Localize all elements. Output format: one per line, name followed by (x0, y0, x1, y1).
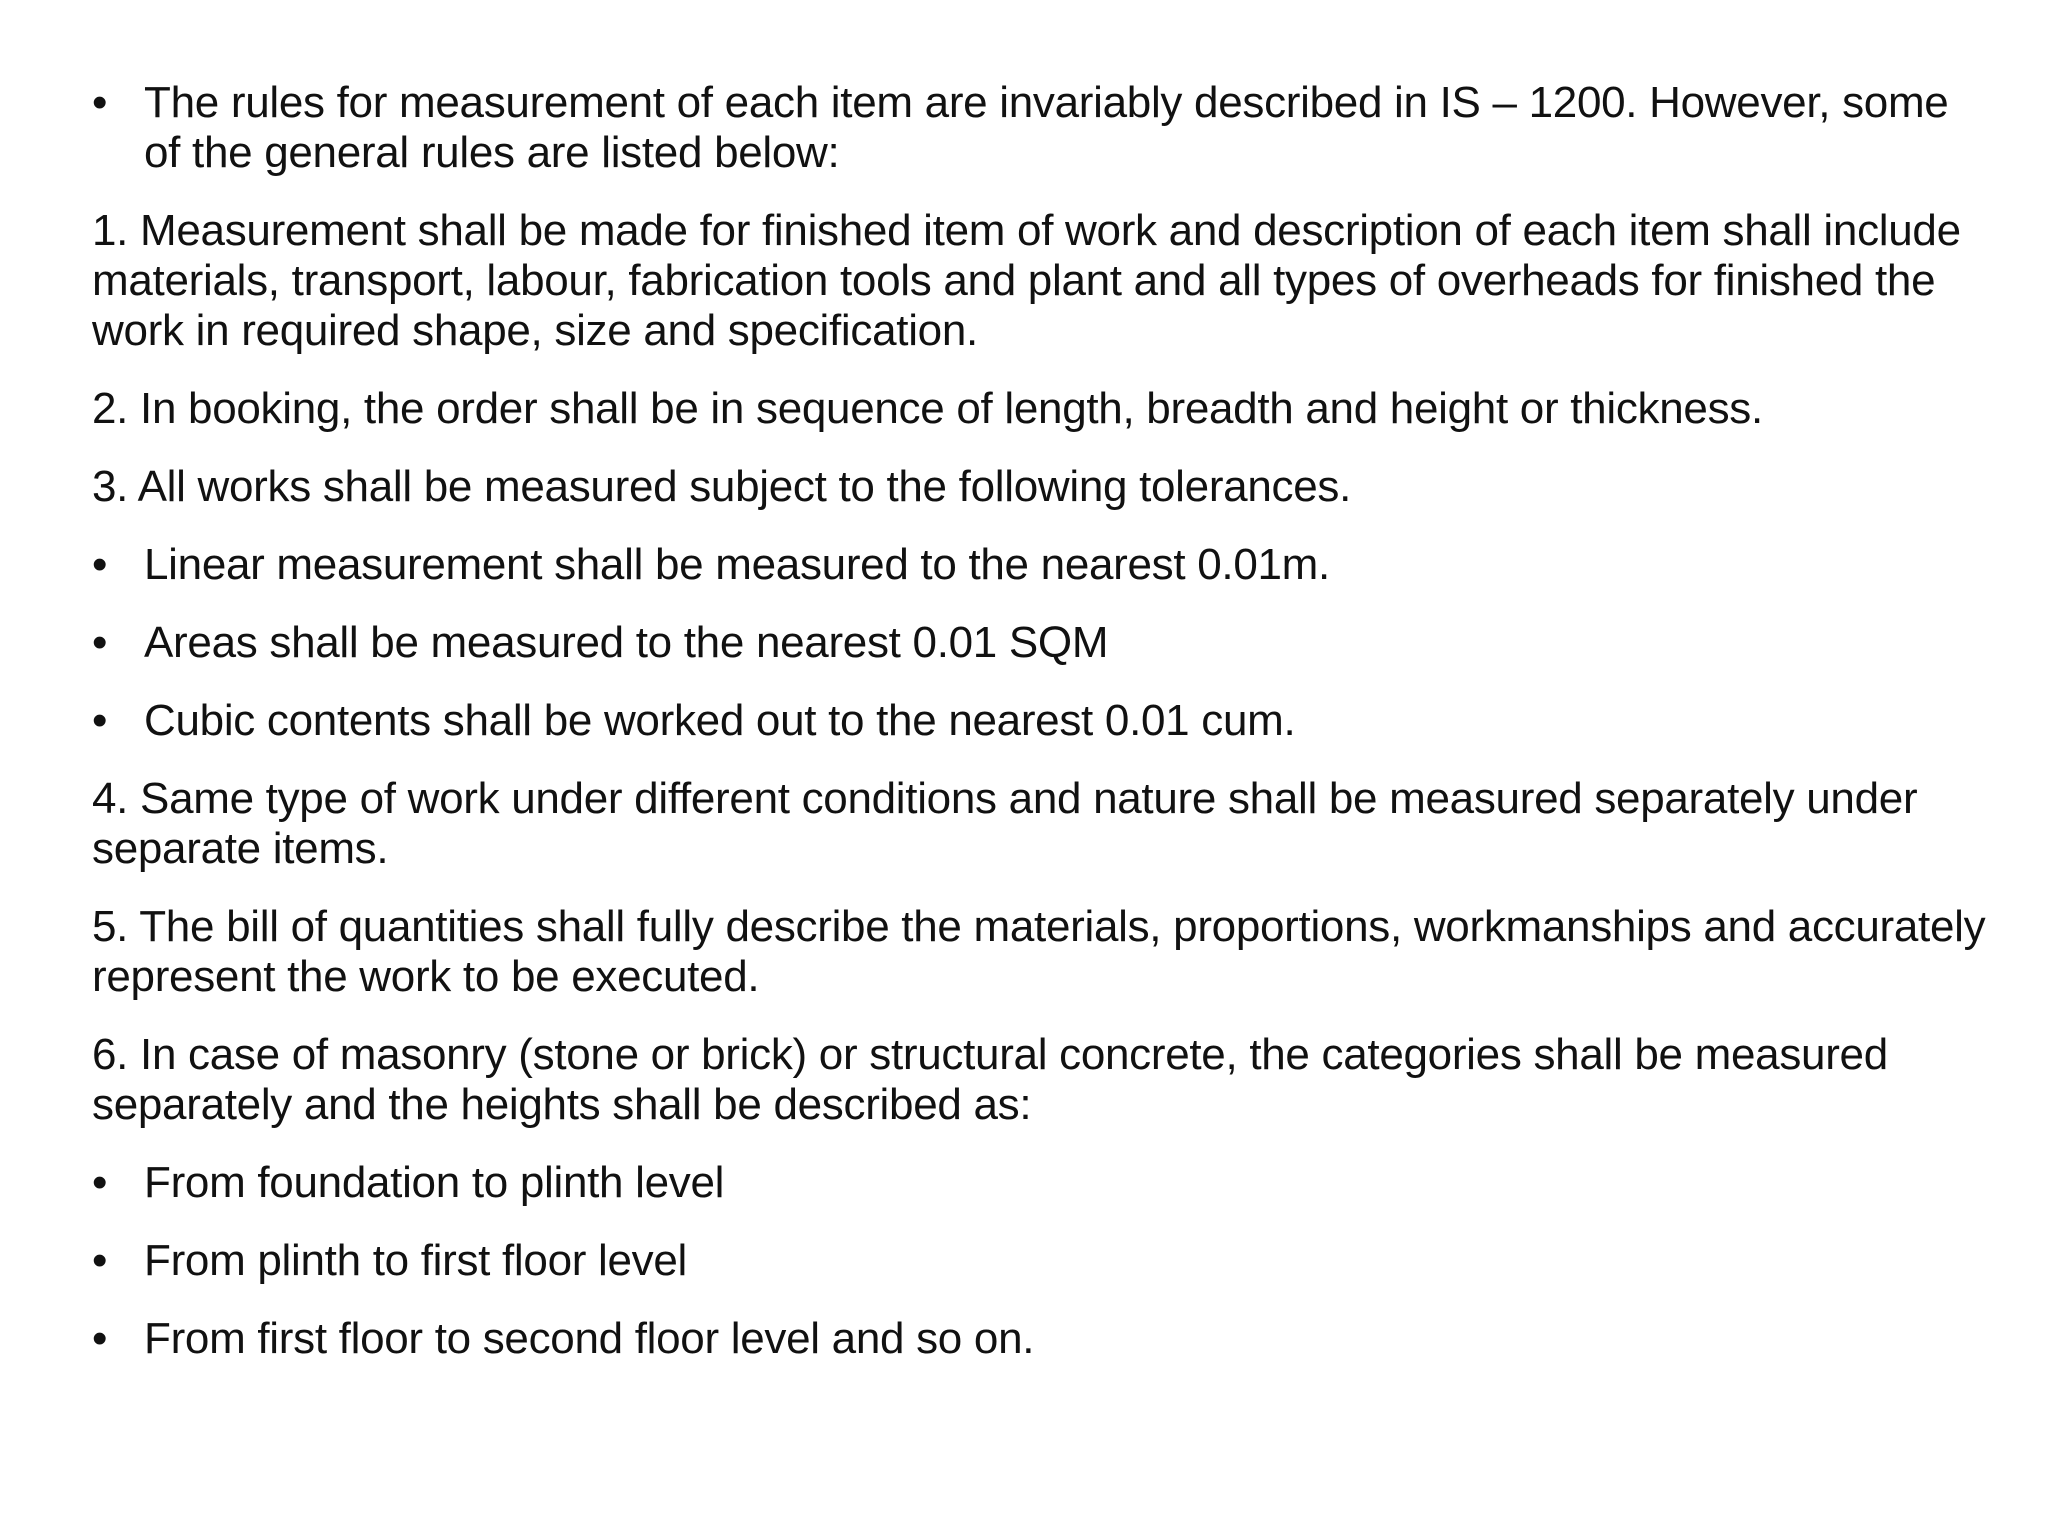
bullet-text: From first floor to second floor level and so on. (144, 1314, 1035, 1363)
bullet-dot: • (92, 78, 108, 127)
bullet-item (92, 540, 1992, 590)
slide-body (92, 78, 1992, 1392)
bullet-item (92, 1314, 1992, 1364)
bullet-dot: • (92, 696, 108, 745)
bullet-item (92, 696, 1992, 746)
bullet-dot: • (92, 1158, 108, 1207)
bullet-dot: • (92, 1236, 108, 1285)
bullet-dot: • (92, 1314, 108, 1363)
bullet-item (92, 78, 1992, 178)
bullet-text: From foundation to plinth level (144, 1158, 725, 1207)
bullet-item (92, 1158, 1992, 1208)
numbered-rule-1: 1. Measurement shall be made for finished item of work and description of each item shall include materials, transport, labour, fabrication tools and plant and all types of overheads for finished the work in required shape, size and specification. (92, 206, 1961, 355)
bullet-item (92, 1236, 1992, 1286)
numbered-rule-3: 3. All works shall be measured subject to the following tolerances. (92, 462, 1352, 511)
bullet-text: The rules for measurement of each item are invariably described in IS – 1200. However, some of the general rules are listed below: (144, 78, 1949, 177)
numbered-rule-2: 2. In booking, the order shall be in sequence of length, breadth and height or thickness. (92, 384, 1763, 433)
bullet-item (92, 618, 1992, 668)
numbered-rule-5: 5. The bill of quantities shall fully describe the materials, proportions, workmanships and accurately represent the work to be executed. (92, 902, 1986, 1001)
bullet-text: Cubic contents shall be worked out to the nearest 0.01 cum. (144, 696, 1296, 745)
bullet-text: Areas shall be measured to the nearest 0.01 SQM (144, 618, 1109, 667)
numbered-rule-6: 6. In case of masonry (stone or brick) or structural concrete, the categories shall be measured separately and the heights shall be described as: (92, 1030, 1888, 1129)
bullet-dot: • (92, 540, 108, 589)
numbered-rule-4: 4. Same type of work under different conditions and nature shall be measured separately under separate items. (92, 774, 1918, 873)
bullet-text: From plinth to first floor level (144, 1236, 688, 1285)
bullet-text: Linear measurement shall be measured to the nearest 0.01m. (144, 540, 1330, 589)
bullet-dot: • (92, 618, 108, 667)
